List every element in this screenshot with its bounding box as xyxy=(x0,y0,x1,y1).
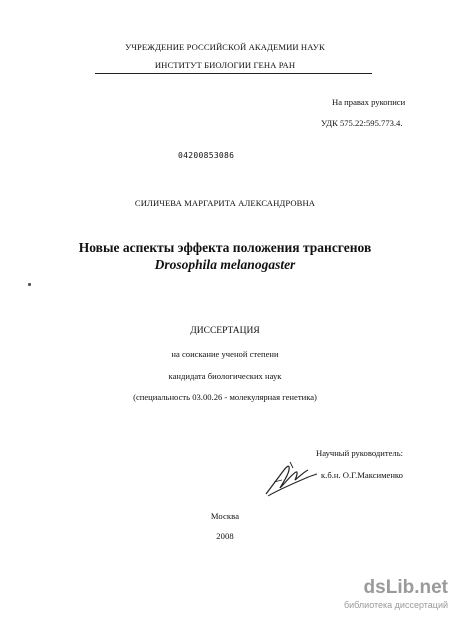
thesis-species: Drosophila melanogaster xyxy=(154,257,296,272)
author-name: СИЛИЧЕВА МАРГАРИТА АЛЕКСАНДРОВНА xyxy=(134,198,316,208)
degree-line-2: кандидата биологических наук xyxy=(168,371,282,381)
inventory-number: 04200853086 xyxy=(178,151,235,160)
specialty-line: (специальность 03.00.26 - молекулярная генетика) xyxy=(133,392,317,402)
udc-code: УДК 575.22:595.773.4. xyxy=(321,118,403,128)
supervisor-name: к.б.н. О.Г.Максименко xyxy=(321,470,403,480)
signature-icon xyxy=(262,456,320,500)
institute-heading: ИНСТИТУТ БИОЛОГИИ ГЕНА РАН xyxy=(154,60,296,70)
watermark-logo: dsLib.net xyxy=(363,577,448,598)
institution-heading: УЧРЕЖДЕНИЕ РОССИЙСКОЙ АКАДЕМИИ НАУК xyxy=(125,42,325,52)
thesis-title: Новые аспекты эффекта положения трансгенов xyxy=(78,240,372,255)
watermark-subtitle: библиотека диссертаций xyxy=(343,600,448,610)
header-divider xyxy=(95,73,372,74)
city: Москва xyxy=(210,511,240,521)
degree-line-1: на соискание ученой степени xyxy=(171,349,279,359)
manuscript-note: На правах рукописи xyxy=(332,97,406,107)
doc-type: ДИССЕРТАЦИЯ xyxy=(190,326,260,336)
watermark xyxy=(330,577,448,610)
supervisor-label: Научный руководитель: xyxy=(316,448,404,458)
year: 2008 xyxy=(216,531,234,541)
scan-speck xyxy=(28,283,31,286)
